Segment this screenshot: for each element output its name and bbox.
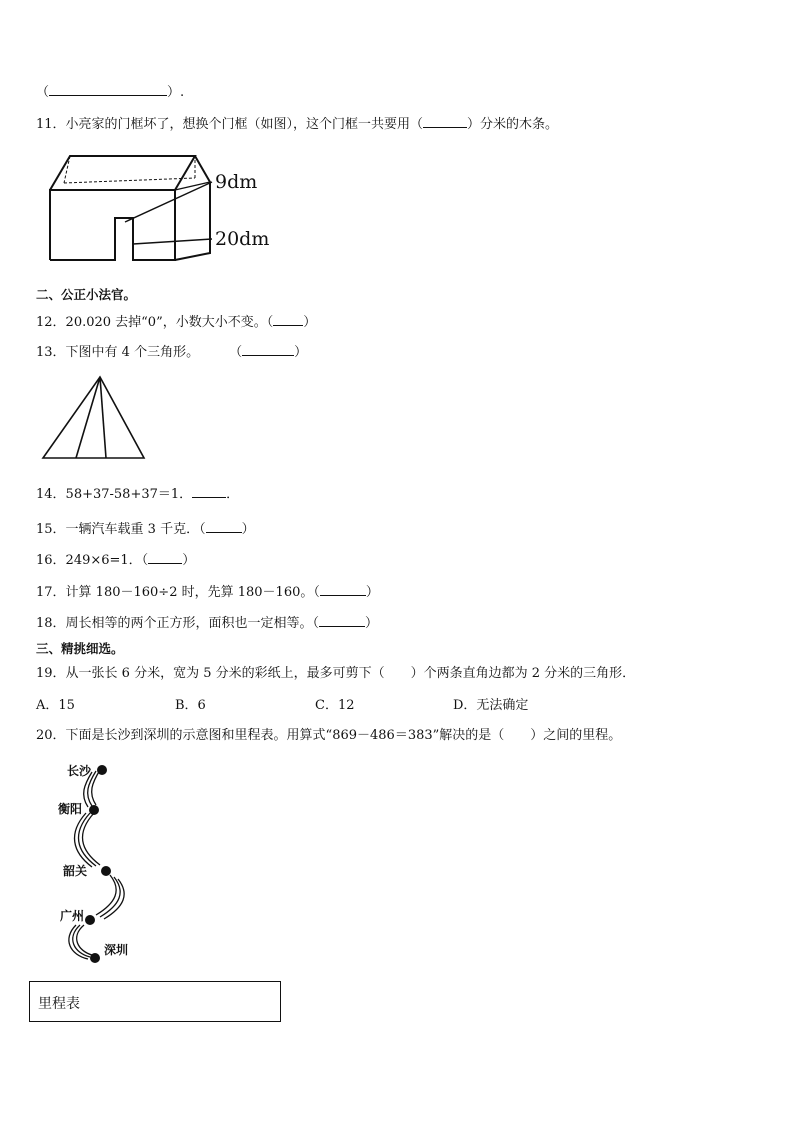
question-11: 11．小亮家的门框坏了，想换个门框（如图），这个门框一共要用（ ）分米的木条。 — [36, 114, 558, 134]
question-20: 20．下面是长沙到深圳的示意图和里程表。用算式“869－486＝383”解决的是（ ）之间的里程。 — [36, 728, 622, 743]
mileage-table — [29, 981, 281, 1022]
answer-blank[interactable] — [192, 484, 226, 498]
answer-blank[interactable] — [206, 519, 242, 533]
label-20dm: 20dm — [215, 228, 270, 250]
answer-blank[interactable] — [320, 582, 366, 596]
answer-blank[interactable] — [273, 312, 303, 326]
city-label-hengyang: 衡阳 — [58, 802, 83, 816]
mileage-table-title: 里程表 — [38, 996, 80, 1012]
city-dot-changsha — [97, 765, 107, 775]
city-dot-shaoguan — [101, 866, 111, 876]
question-17: 17．计算 180－160÷2 时，先算 180－160。（ ） — [36, 582, 379, 602]
answer-blank[interactable] — [148, 550, 182, 564]
question-18: 18．周长相等的两个正方形，面积也一定相等。（ ） — [36, 613, 378, 633]
question-16: 16．249×6=1．（ ） — [36, 550, 195, 570]
option-a[interactable]: A．15 — [36, 698, 75, 713]
door-frame-figure — [40, 148, 280, 273]
question-19: 19．从一张长 6 分米，宽为 5 分米的彩纸上，最多可剪下（ ）个两条直角边都为 2 分米的三角形． — [36, 666, 636, 681]
question-14: 14．58+37-58+37＝1． ． — [36, 484, 239, 504]
question-12: 12．20.020 去掉“0”，小数大小不变。（ ） — [36, 312, 316, 332]
option-d[interactable]: D．无法确定 — [453, 698, 529, 713]
answer-blank-line: （ ）. — [36, 82, 184, 102]
answer-blank[interactable] — [319, 613, 365, 627]
city-dot-hengyang — [89, 805, 99, 815]
answer-blank[interactable] — [49, 82, 167, 96]
option-c[interactable]: C．12 — [315, 698, 355, 713]
answer-blank[interactable] — [423, 114, 467, 128]
section-title-2: 二、公正小法官。 — [36, 287, 137, 302]
answer-blank[interactable] — [242, 342, 294, 356]
question-15: 15．一辆汽车载重 3 千克．（ ） — [36, 519, 255, 539]
section-title-3: 三、精挑细选。 — [36, 641, 124, 656]
label-9dm: 9dm — [215, 171, 258, 193]
triangle-figure — [40, 372, 150, 462]
option-b[interactable]: B．6 — [175, 698, 206, 713]
city-label-shaoguan: 韶关 — [63, 864, 88, 878]
question-13: 13．下图中有 4 个三角形。 （ ） — [36, 342, 307, 362]
city-label-changsha: 长沙 — [67, 764, 92, 778]
city-dot-guangzhou — [85, 915, 95, 925]
city-dot-shenzhen — [90, 953, 100, 963]
city-label-shenzhen: 深圳 — [104, 943, 129, 957]
city-label-guangzhou: 广州 — [60, 909, 85, 923]
